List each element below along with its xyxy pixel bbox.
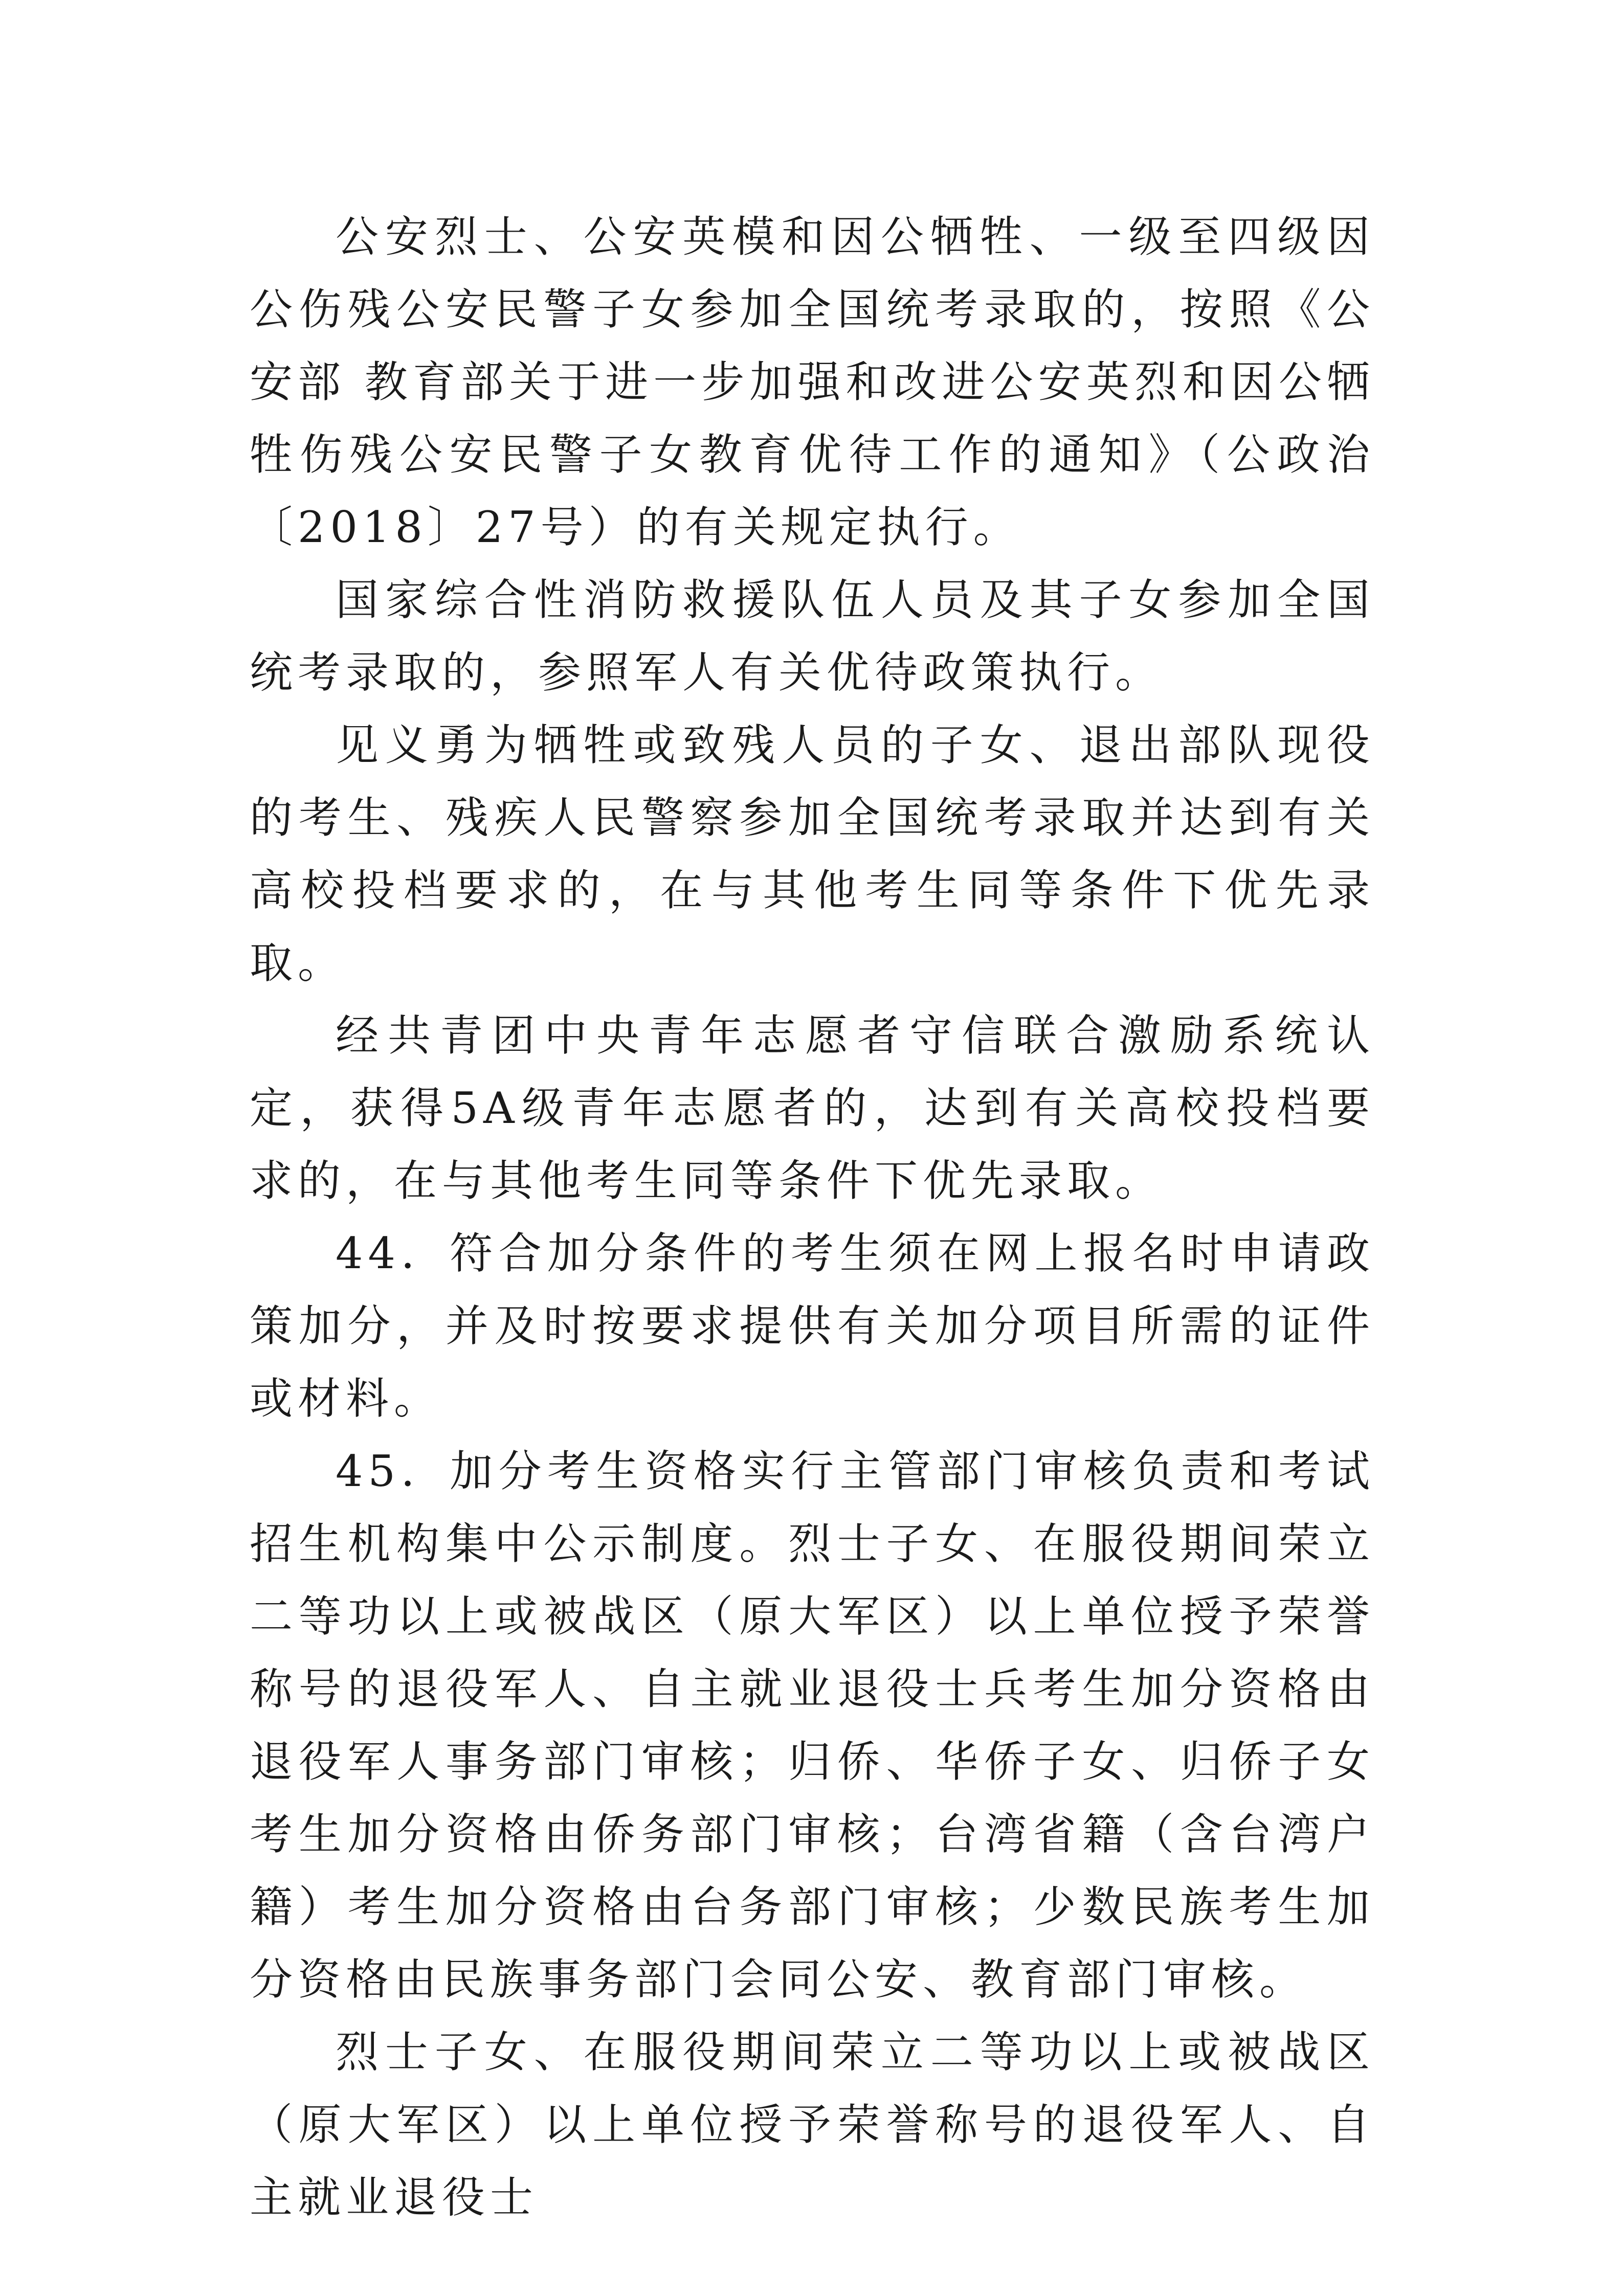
paragraph-continuation: 烈士子女、在服役期间荣立二等功以上或被战区（原大军区）以上单位授予荣誉称号的退役军人、自主就业退役士	[250, 2027, 1375, 2222]
paragraph-police-martyrs: 公安烈士、公安英模和因公牺牲、一级至四级因公伤残公安民警子女参加全国统考录取的，按照《公安部 教育部关于进一步加强和改进公安英烈和因公牺牲伤残公安民警子女教育优待工作的通知》（公政治〔2018〕27号）的有关规定执行。	[250, 212, 1375, 552]
paragraph-heroic-acts: 见义勇为牺牲或致残人员的子女、退出部队现役的考生、残疾人民警察参加全国统考录取并达到有关高校投档要求的，在与其他考生同等条件下优先录取。	[250, 720, 1375, 988]
paragraph-fire-rescue: 国家综合性消防救援队伍人员及其子女参加全国统考录取的，参照军人有关优待政策执行。	[250, 575, 1375, 697]
paragraph-volunteers: 经共青团中央青年志愿者守信联合激励系统认定，获得5A级青年志愿者的，达到有关高校投档要求的，在与其他考生同等条件下优先录取。	[250, 1010, 1375, 1206]
paragraph-article-44: 44．符合加分条件的考生须在网上报名时申请政策加分，并及时按要求提供有关加分项目所需的证件或材料。	[250, 1228, 1375, 1424]
document-page	[250, 200, 1375, 2234]
paragraph-article-45: 45．加分考生资格实行主管部门审核负责和考试招生机构集中公示制度。烈士子女、在服役期间荣立二等功以上或被战区（原大军区）以上单位授予荣誉称号的退役军人、自主就业退役士兵考生加分资格由退役军人事务部门审核；归侨、华侨子女、归侨子女考生加分资格由侨务部门审核；台湾省籍（含台湾户籍）考生加分资格由台务部门审核；少数民族考生加分资格由民族事务部门会同公安、教育部门审核。	[250, 1446, 1375, 2005]
